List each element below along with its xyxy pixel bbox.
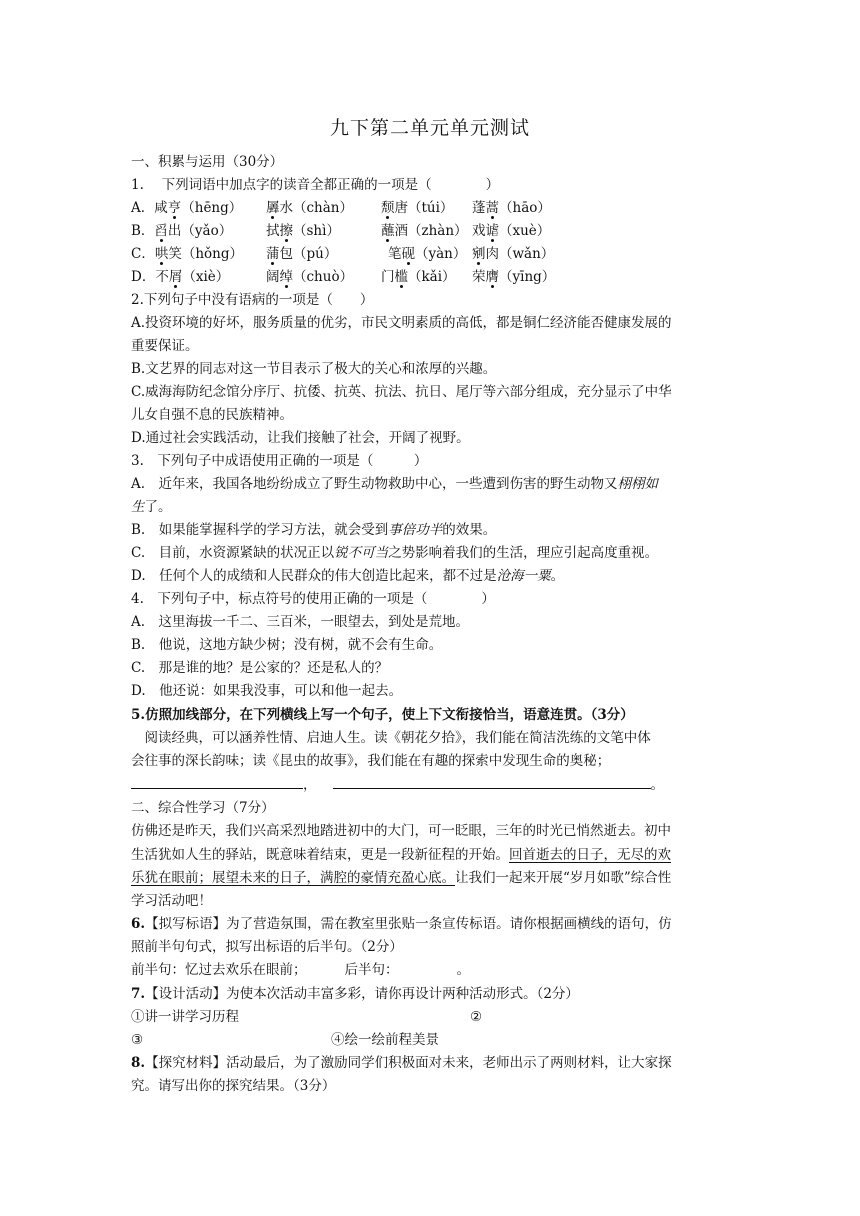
underlined-sentence: 乐犹在眼前；展望未来的日子，满腔的豪情充盈心底。 — [131, 870, 455, 886]
q2-option-a: A.投资环境的好坏，服务质量的优劣，市民文明素质的高低，都是铜仁经济能否健康发展的 — [131, 315, 672, 331]
q5-answer-line: ， 。 — [131, 774, 664, 795]
q7-item-3[interactable]: ③ — [131, 1032, 144, 1048]
q3-option-d: D. 任何个人的成绩和人民群众的伟大创造比起来，都不过是沧海一粟。 — [131, 568, 565, 584]
question-6-stem-cont: 照前半句句式，拟写出标语的后半句。（2分） — [131, 939, 403, 955]
question-6-stem: 6.【拟写标语】为了营造氛围，需在教室里张贴一条宣传标语。请你根据画横线的语句，仿 — [131, 916, 672, 932]
underlined-sentence: 回首逝去的日子，无尽的欢 — [509, 847, 671, 863]
answer-blank[interactable] — [131, 774, 303, 789]
q1-option-d-4: 荣膺（yīng） — [472, 269, 556, 285]
idiom-italic: 事倍功半 — [388, 522, 443, 538]
q4-option-c: C. 那是谁的地？是公家的？还是私人的？ — [131, 660, 389, 676]
q6-answer-line: 前半句：忆过去欢乐在眼前； 后半句： 。 — [131, 962, 470, 978]
q1-option-b-1: B．舀出（yǎo） — [131, 223, 233, 239]
q1-option-a-3: 颓唐（túi） — [381, 200, 454, 216]
q2-option-d: D.通过社会实践活动，让我们接触了社会，开阔了视野。 — [131, 430, 470, 446]
q3-option-a-cont: 生了。 — [131, 499, 172, 515]
q7-item-2[interactable]: ② — [470, 1009, 483, 1025]
q1-option-a-2: 羼水（chàn） — [266, 200, 353, 216]
q3-option-a: A. 近年来，我国各地纷纷成立了野生动物救助中心，一些遭到伤害的野生动物又栩栩如 — [131, 476, 659, 492]
idiom-italic: 栩栩如 — [617, 476, 659, 492]
intro-line-2: 生活犹如人生的驿站，既意味着结束，更是一段新征程的开始。回首逝去的日子，无尽的欢 — [131, 847, 671, 863]
q4-option-b: B. 他说，这地方缺少树；没有树，就不会有生命。 — [131, 637, 443, 653]
q1-option-a-1: A．咸亨（hēng） — [131, 200, 243, 216]
question-5-stem: 5.仿照加线部分，在下列横线上写一个句子，使上下文衔接恰当，语意连贯。（3分） — [131, 707, 634, 723]
answer-blank[interactable] — [333, 774, 651, 789]
q3-option-b: B. 如果能掌握科学的学习方法，就会受到事倍功半的效果。 — [131, 522, 497, 538]
question-1-stem: 1. 下列词语中加点字的读音全都正确的一项是（ ） — [131, 177, 500, 193]
idiom-italic: 沧海一粟 — [496, 568, 551, 584]
q5-passage-line-2: 会往事的深长韵味；读《昆虫的故事》，我们能在有趣的探索中发现生命的奥秘； — [131, 753, 611, 769]
intro-line-3: 乐犹在眼前；展望未来的日子，满腔的豪情充盈心底。让我们一起来开展“岁月如歌”综合性 — [131, 870, 672, 886]
q1-option-b-3: 蘸酒（zhàn） — [381, 223, 468, 239]
q1-option-b-2: 拭擦（shì） — [266, 223, 340, 239]
q2-option-b: B.文艺界的同志对这一节目表示了极大的关心和浓厚的兴趣。 — [131, 361, 497, 377]
question-2-stem: 2.下列句子中没有语病的一项是（ ） — [131, 292, 374, 308]
q1-option-c-2: 蒲包（pú） — [266, 246, 338, 262]
question-8-stem: 8.【探究材料】活动最后，为了激励同学们积极面对未来，老师出示了两则材料，让大家探 — [131, 1055, 672, 1071]
q1-option-d-1: D．不屑（xiè） — [131, 269, 230, 285]
q1-option-d-2: 阔绰（chuò） — [266, 269, 354, 285]
q4-option-a: A. 这里海拔一千二、三百米，一眼望去，到处是荒地。 — [131, 614, 470, 630]
q1-option-c-3: 笔砚（yàn） — [388, 246, 467, 262]
idiom-italic: 锐不可当 — [334, 545, 389, 561]
q2-option-a-cont: 重要保证。 — [131, 338, 199, 354]
question-7-stem: 7.【设计活动】为使本次活动丰富多彩，请你再设计两种活动形式。（2分） — [131, 986, 579, 1002]
q5-passage-line-1: 阅读经典，可以涵养性情、启迪人生。读《朝花夕拾》，我们能在简洁洗练的文笔中体 — [131, 730, 651, 746]
q7-item-4: ④绘一绘前程美景 — [331, 1032, 439, 1048]
q1-option-d-3: 门槛（kǎi） — [381, 269, 456, 285]
q2-option-c-cont: 儿女自强不息的民族精神。 — [131, 407, 293, 423]
q3-option-c: C. 目前，水资源紧缺的状况正以锐不可当之势影响着我们的生活，理应引起高度重视。 — [131, 545, 659, 561]
q1-option-a-4: 蓬蒿（hāo） — [472, 200, 551, 216]
section-heading-1: 一、积累与运用（30分） — [131, 154, 284, 170]
section-heading-2: 二、综合性学习（7分） — [131, 800, 275, 816]
question-4-stem: 4. 下列句子中，标点符号的使用正确的一项是（ ） — [131, 591, 495, 607]
q1-option-b-4: 戏谑（xuè） — [472, 223, 551, 239]
intro-line-1: 仿佛还是昨天，我们兴高采烈地踏进初中的大门，可一眨眼，三年的时光已悄然逝去。初中 — [131, 823, 671, 839]
page-title: 九下第二单元单元测试 — [329, 117, 530, 139]
q1-option-c-4: 剜肉（wǎn） — [472, 246, 555, 262]
q4-option-d: D. 他还说：如果我没事，可以和他一起去。 — [131, 683, 403, 699]
q7-item-1: ①讲一讲学习历程 — [131, 1009, 239, 1025]
q1-option-c-1: C．哄笑（hǒng） — [131, 246, 244, 262]
q2-option-c: C.威海海防纪念馆分序厅、抗倭、抗英、抗法、抗日、尾厅等六部分组成，充分显示了中华 — [131, 384, 672, 400]
question-8-stem-cont: 究。请写出你的探究结果。（3分） — [131, 1078, 336, 1094]
question-3-stem: 3. 下列句子中成语使用正确的一项是（ ） — [131, 453, 428, 469]
intro-line-4: 学习活动吧！ — [131, 893, 212, 909]
